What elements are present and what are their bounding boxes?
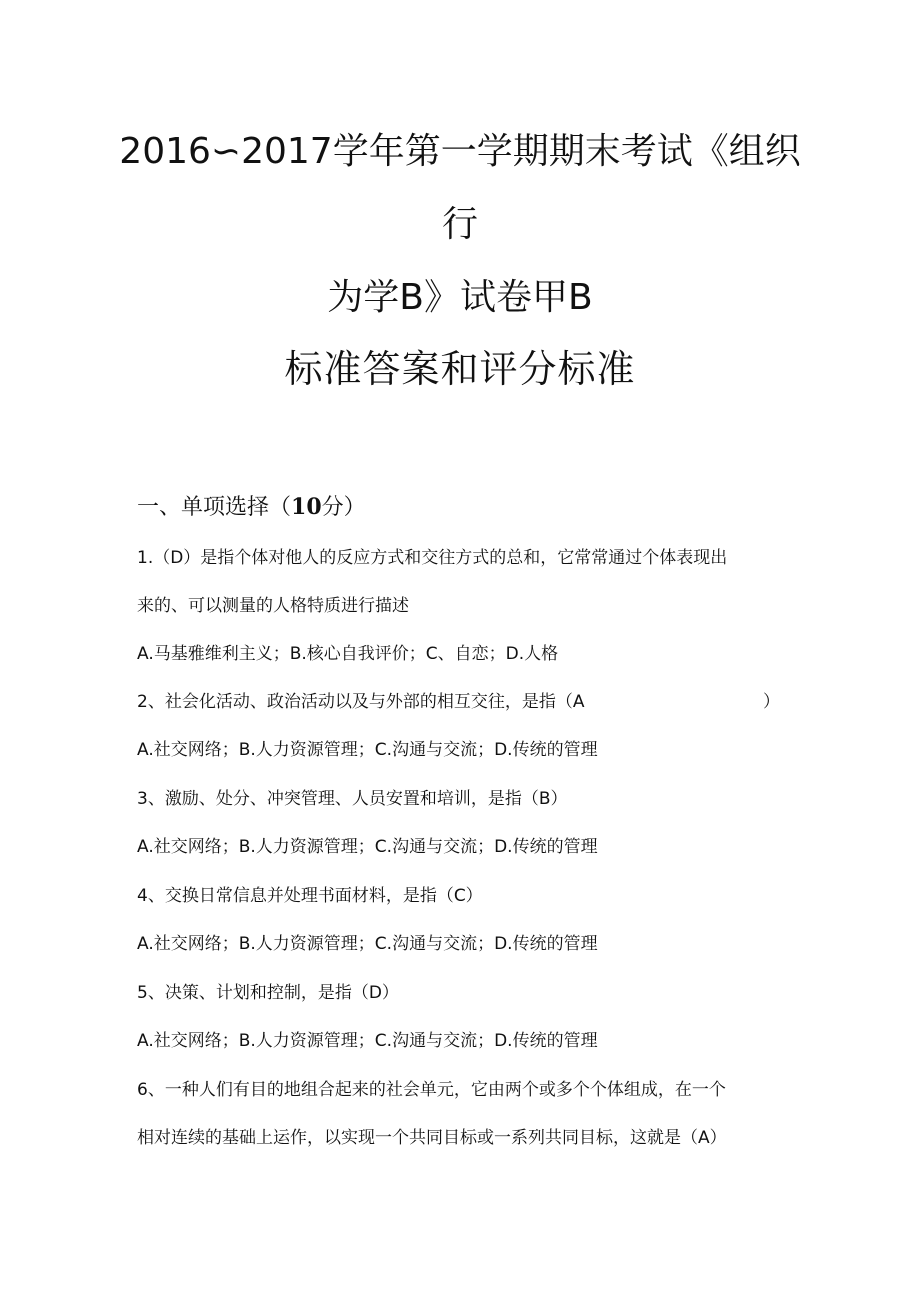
section-heading-prefix: 一、单项选择（ [137,495,292,520]
title-line-3: 为学B》试卷甲B [327,277,593,318]
question-2-close-paren: ） [763,692,780,712]
section-heading [137,492,366,523]
question-2-options: A.社交网络；B.人力资源管理；C.沟通与交流；D.传统的管理 [137,740,598,760]
question-5-line-1: 5、决策、计划和控制，是指（D） [137,983,399,1003]
question-4-options: A.社交网络；B.人力资源管理；C.沟通与交流；D.传统的管理 [137,934,598,954]
question-6-line-1: 6、一种人们有目的地组合起来的社会单元，它由两个或多个个体组成，在一个 [137,1080,726,1100]
question-3-options: A.社交网络；B.人力资源管理；C.沟通与交流；D.传统的管理 [137,837,598,857]
question-6-line-2: 相对连续的基础上运作，以实现一个共同目标或一系列共同目标，这就是（A） [137,1128,727,1148]
question-1-options: A.马基雅维利主义；B.核心自我评价；C、自恋；D.人格 [137,644,559,664]
section-heading-suffix: 分） [321,495,366,520]
section-heading-points: 10 [291,494,322,520]
question-3-line-1: 3、激励、处分、冲突管理、人员安置和培训，是指（B） [137,789,568,809]
question-4-line-1: 4、交换日常信息并处理书面材料，是指（C） [137,886,483,906]
question-2-line-1: 2、社会化活动、政治活动以及与外部的相互交往，是指（A [137,692,585,712]
question-1-line-1: 1.（D）是指个体对他人的反应方式和交往方式的总和，它常常通过个体表现出 [137,548,728,568]
title-line-2: 行 [441,204,478,245]
title-line-4: 标准答案和评分标准 [284,347,636,391]
title-line-1: 2016∽2017学年第一学期期末考试《组织 [119,131,801,172]
question-5-options: A.社交网络；B.人力资源管理；C.沟通与交流；D.传统的管理 [137,1031,598,1051]
question-1-line-2: 来的、可以测量的人格特质进行描述 [137,596,409,616]
